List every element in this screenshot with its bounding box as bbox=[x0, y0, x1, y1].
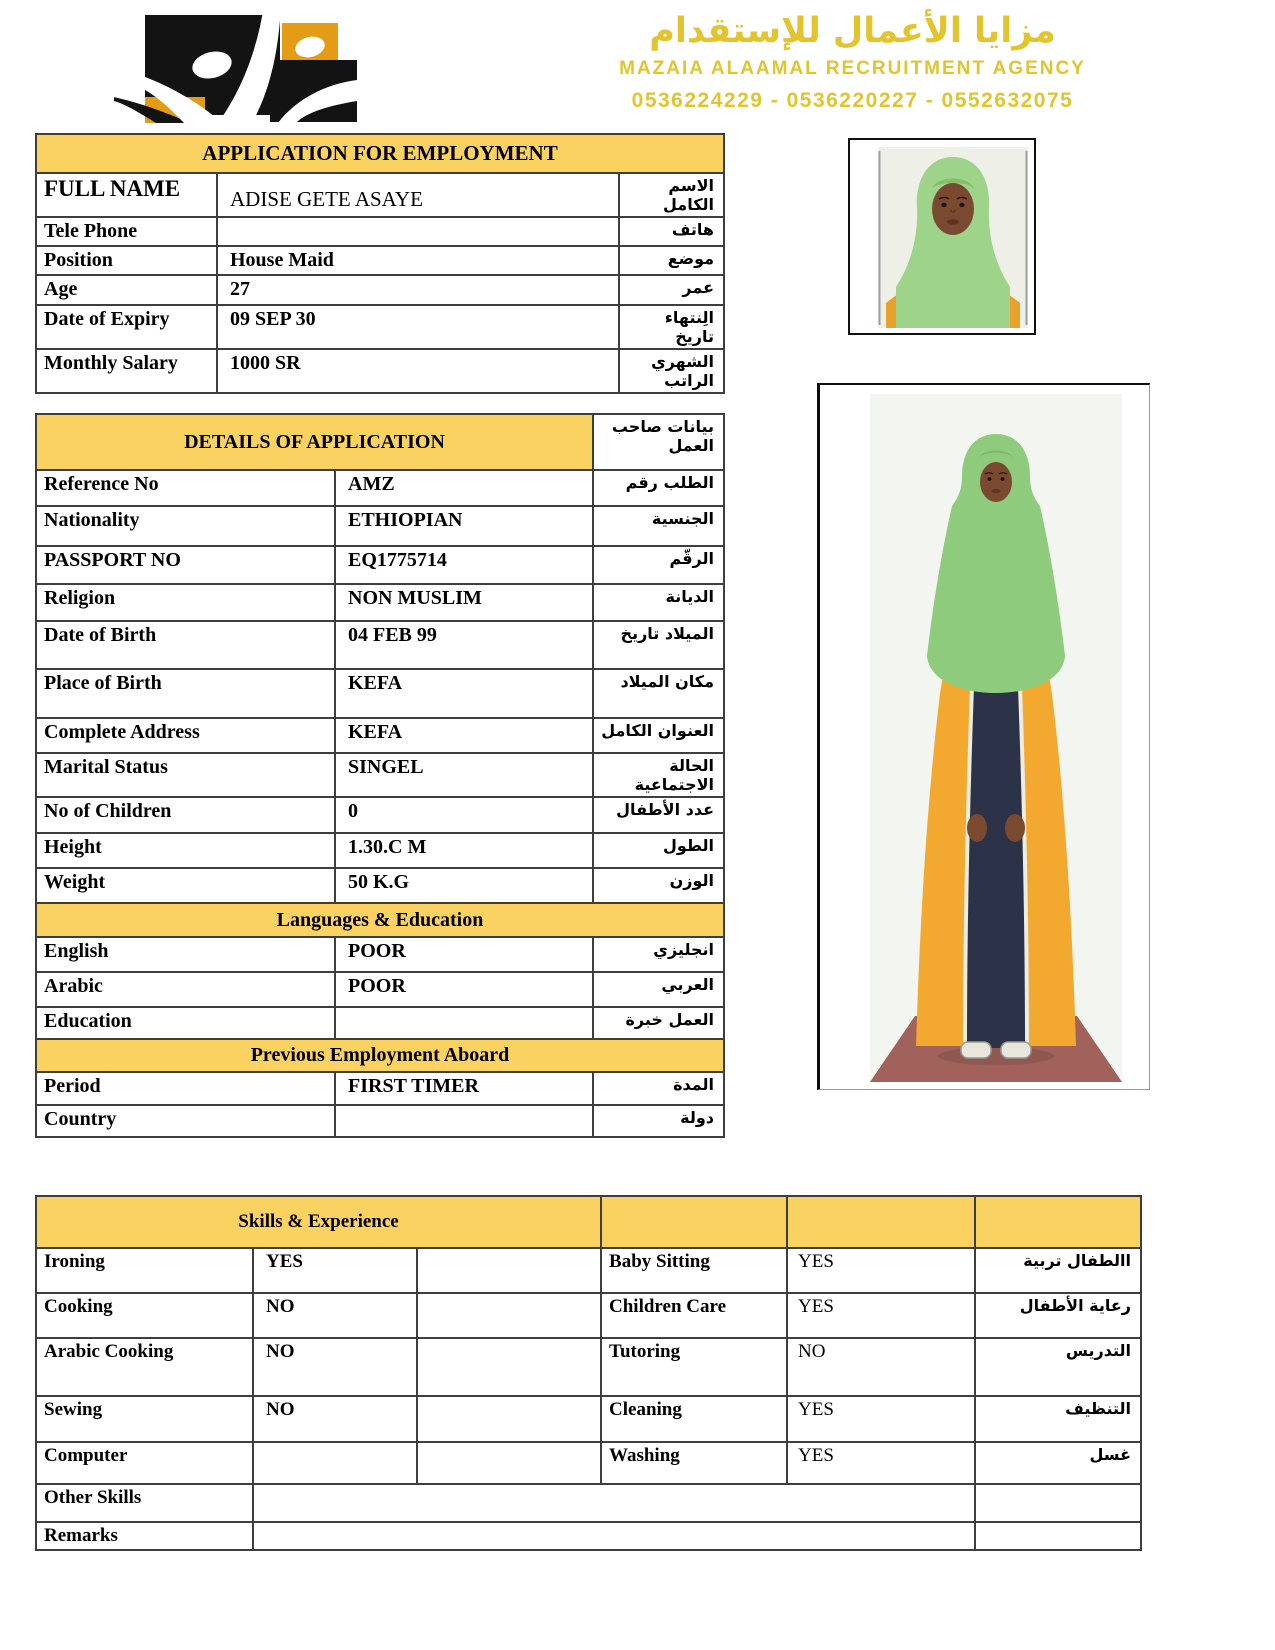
table-row bbox=[36, 173, 724, 217]
skill-label-ar: رعاية الأطفال bbox=[975, 1293, 1141, 1338]
table-row bbox=[36, 753, 724, 797]
field-label-ar: العربي bbox=[593, 972, 724, 1007]
agency-header bbox=[530, 12, 1175, 113]
table-row bbox=[36, 305, 724, 349]
skill-value: YES bbox=[787, 1396, 975, 1442]
field-value: 27 bbox=[217, 275, 619, 305]
field-value bbox=[335, 1007, 593, 1039]
agency-phone-numbers: 0536224229 - 0536220227 - 0552632075 bbox=[631, 88, 1074, 112]
other-skills-value bbox=[253, 1484, 975, 1522]
empty-cell bbox=[975, 1522, 1141, 1550]
section-header-row bbox=[36, 903, 724, 937]
field-value: 1.30.C M bbox=[335, 833, 593, 868]
skill-value: YES bbox=[787, 1442, 975, 1484]
table-row bbox=[36, 1522, 1141, 1550]
skill-label: Washing bbox=[601, 1442, 787, 1484]
field-value: 09 SEP 30 bbox=[217, 305, 619, 349]
field-label-ar: الميلاد تاريخ bbox=[593, 621, 724, 669]
table-row bbox=[36, 349, 724, 393]
other-skills-label: Other Skills bbox=[36, 1484, 253, 1522]
table-row bbox=[36, 868, 724, 903]
skills-table bbox=[35, 1195, 1142, 1551]
details-table-title-ar: بيانات صاحب العمل bbox=[593, 414, 724, 470]
skill-value: NO bbox=[787, 1338, 975, 1396]
header-spacer-cell bbox=[975, 1196, 1141, 1248]
field-label: Position bbox=[36, 246, 217, 275]
table-row bbox=[36, 972, 724, 1007]
field-label-ar: المدة bbox=[593, 1072, 724, 1105]
field-value: KEFA bbox=[335, 669, 593, 718]
field-value: ETHIOPIAN bbox=[335, 506, 593, 546]
headshot-image bbox=[878, 147, 1028, 328]
field-label: Height bbox=[36, 833, 335, 868]
field-label: Country bbox=[36, 1105, 335, 1137]
field-value: 50 K.G bbox=[335, 868, 593, 903]
table-row bbox=[36, 584, 724, 621]
empty-cell bbox=[417, 1248, 601, 1293]
field-value bbox=[335, 1105, 593, 1137]
remarks-value bbox=[253, 1522, 975, 1550]
field-label: Place of Birth bbox=[36, 669, 335, 718]
skill-value: NO bbox=[253, 1293, 417, 1338]
empty-cell bbox=[417, 1338, 601, 1396]
skill-label: Ironing bbox=[36, 1248, 253, 1293]
table-row bbox=[36, 1072, 724, 1105]
table-row bbox=[36, 470, 724, 506]
field-value: EQ1775714 bbox=[335, 546, 593, 584]
field-label-ar: الطول bbox=[593, 833, 724, 868]
field-label-ar: الحالة الاجتماعية bbox=[593, 753, 724, 797]
skill-label: Sewing bbox=[36, 1396, 253, 1442]
table-row bbox=[36, 546, 724, 584]
field-label-ar: موضع bbox=[619, 246, 724, 275]
skill-label: Arabic Cooking bbox=[36, 1338, 253, 1396]
field-value: POOR bbox=[335, 937, 593, 972]
languages-section-title: Languages & Education bbox=[36, 903, 724, 937]
field-label: Complete Address bbox=[36, 718, 335, 753]
empty-cell bbox=[975, 1484, 1141, 1522]
field-label-ar: الشهري الراتب bbox=[619, 349, 724, 393]
field-value: 04 FEB 99 bbox=[335, 621, 593, 669]
skill-label-ar: االطفال تربية bbox=[975, 1248, 1141, 1293]
field-label-ar: الِنتهاء تاريخ bbox=[619, 305, 724, 349]
field-label-ar: الديانة bbox=[593, 584, 724, 621]
table-row bbox=[36, 275, 724, 305]
field-label-ar: الجنسية bbox=[593, 506, 724, 546]
field-value: ADISE GETE ASAYE bbox=[217, 173, 619, 217]
table-row bbox=[36, 621, 724, 669]
field-label: Religion bbox=[36, 584, 335, 621]
field-value: KEFA bbox=[335, 718, 593, 753]
skill-label-ar: التدريس bbox=[975, 1338, 1141, 1396]
skill-value: YES bbox=[253, 1248, 417, 1293]
field-value: FIRST TIMER bbox=[335, 1072, 593, 1105]
field-label: Nationality bbox=[36, 506, 335, 546]
skill-label-ar: التنظيف bbox=[975, 1396, 1141, 1442]
field-label: Date of Birth bbox=[36, 621, 335, 669]
table-row bbox=[36, 1007, 724, 1039]
table-row bbox=[36, 217, 724, 246]
section-header-row bbox=[36, 1039, 724, 1072]
field-label-ar: الاسم الكامل bbox=[619, 173, 724, 217]
field-label-ar: العمل خبرة bbox=[593, 1007, 724, 1039]
field-label-ar: انجليزي bbox=[593, 937, 724, 972]
field-label-ar: العنوان الكامل bbox=[593, 718, 724, 753]
field-label-ar: مكان الميلاد bbox=[593, 669, 724, 718]
field-label: Period bbox=[36, 1072, 335, 1105]
field-label: No of Children bbox=[36, 797, 335, 833]
skill-label: Cleaning bbox=[601, 1396, 787, 1442]
application-table bbox=[35, 133, 725, 394]
table-row bbox=[36, 1248, 1141, 1293]
details-table bbox=[35, 413, 725, 1138]
table-row bbox=[36, 1442, 1141, 1484]
table-header-row bbox=[36, 414, 724, 470]
field-label: Education bbox=[36, 1007, 335, 1039]
field-label: PASSPORT NO bbox=[36, 546, 335, 584]
skill-value: YES bbox=[787, 1248, 975, 1293]
field-label-ar: دولة bbox=[593, 1105, 724, 1137]
skill-value: NO bbox=[253, 1396, 417, 1442]
skill-label: Children Care bbox=[601, 1293, 787, 1338]
table-row bbox=[36, 1484, 1141, 1522]
field-label-ar: عدد الأطفال bbox=[593, 797, 724, 833]
table-row bbox=[36, 246, 724, 275]
skill-label: Computer bbox=[36, 1442, 253, 1484]
field-value bbox=[217, 217, 619, 246]
table-row bbox=[36, 833, 724, 868]
header-spacer-cell bbox=[787, 1196, 975, 1248]
agency-name-english: MAZAIA ALAAMAL RECRUITMENT AGENCY bbox=[619, 57, 1086, 79]
skill-label: Cooking bbox=[36, 1293, 253, 1338]
field-value: 1000 SR bbox=[217, 349, 619, 393]
empty-cell bbox=[417, 1293, 601, 1338]
field-label-ar: الطلب رقم bbox=[593, 470, 724, 506]
table-row bbox=[36, 797, 724, 833]
skill-value: NO bbox=[253, 1338, 417, 1396]
field-label-ar: عمر bbox=[619, 275, 724, 305]
field-value: NON MUSLIM bbox=[335, 584, 593, 621]
previous-employment-section-title: Previous Employment Aboard bbox=[36, 1039, 724, 1072]
field-value: 0 bbox=[335, 797, 593, 833]
table-row bbox=[36, 1105, 724, 1137]
field-label: English bbox=[36, 937, 335, 972]
field-label: Arabic bbox=[36, 972, 335, 1007]
field-label: Monthly Salary bbox=[36, 349, 217, 393]
field-label-ar: هاتف bbox=[619, 217, 724, 246]
empty-cell bbox=[417, 1396, 601, 1442]
table-row bbox=[36, 1396, 1141, 1442]
remarks-label: Remarks bbox=[36, 1522, 253, 1550]
table-row bbox=[36, 1338, 1141, 1396]
header-spacer-cell bbox=[601, 1196, 787, 1248]
full-body-photo bbox=[817, 383, 1150, 1090]
application-table-title: APPLICATION FOR EMPLOYMENT bbox=[36, 134, 724, 173]
field-label-ar: الرقّم bbox=[593, 546, 724, 584]
field-value: House Maid bbox=[217, 246, 619, 275]
table-row bbox=[36, 718, 724, 753]
skill-value: YES bbox=[787, 1293, 975, 1338]
field-label: Date of Expiry bbox=[36, 305, 217, 349]
field-label: Age bbox=[36, 275, 217, 305]
table-row bbox=[36, 669, 724, 718]
field-label: Marital Status bbox=[36, 753, 335, 797]
empty-cell bbox=[417, 1442, 601, 1484]
table-row bbox=[36, 1293, 1141, 1338]
field-label: Reference No bbox=[36, 470, 335, 506]
skills-table-title: Skills & Experience bbox=[36, 1196, 601, 1248]
field-label: Tele Phone bbox=[36, 217, 217, 246]
table-header-row bbox=[36, 134, 724, 173]
headshot-photo bbox=[848, 138, 1036, 335]
table-header-row bbox=[36, 1196, 1141, 1248]
skill-label: Tutoring bbox=[601, 1338, 787, 1396]
table-row bbox=[36, 506, 724, 546]
skill-label: Baby Sitting bbox=[601, 1248, 787, 1293]
agency-name-arabic: مزايا الأعمال للإستقدام bbox=[649, 11, 1056, 51]
skill-label-ar: غسل bbox=[975, 1442, 1141, 1484]
field-value: SINGEL bbox=[335, 753, 593, 797]
field-label: Weight bbox=[36, 868, 335, 903]
details-table-title: DETAILS OF APPLICATION bbox=[36, 414, 593, 470]
field-label-ar: الوزن bbox=[593, 868, 724, 903]
field-label: FULL NAME bbox=[36, 173, 217, 217]
field-value: AMZ bbox=[335, 470, 593, 506]
table-row bbox=[36, 937, 724, 972]
skill-value bbox=[253, 1442, 417, 1484]
agency-logo bbox=[112, 4, 362, 124]
full-body-image bbox=[870, 394, 1122, 1082]
field-value: POOR bbox=[335, 972, 593, 1007]
